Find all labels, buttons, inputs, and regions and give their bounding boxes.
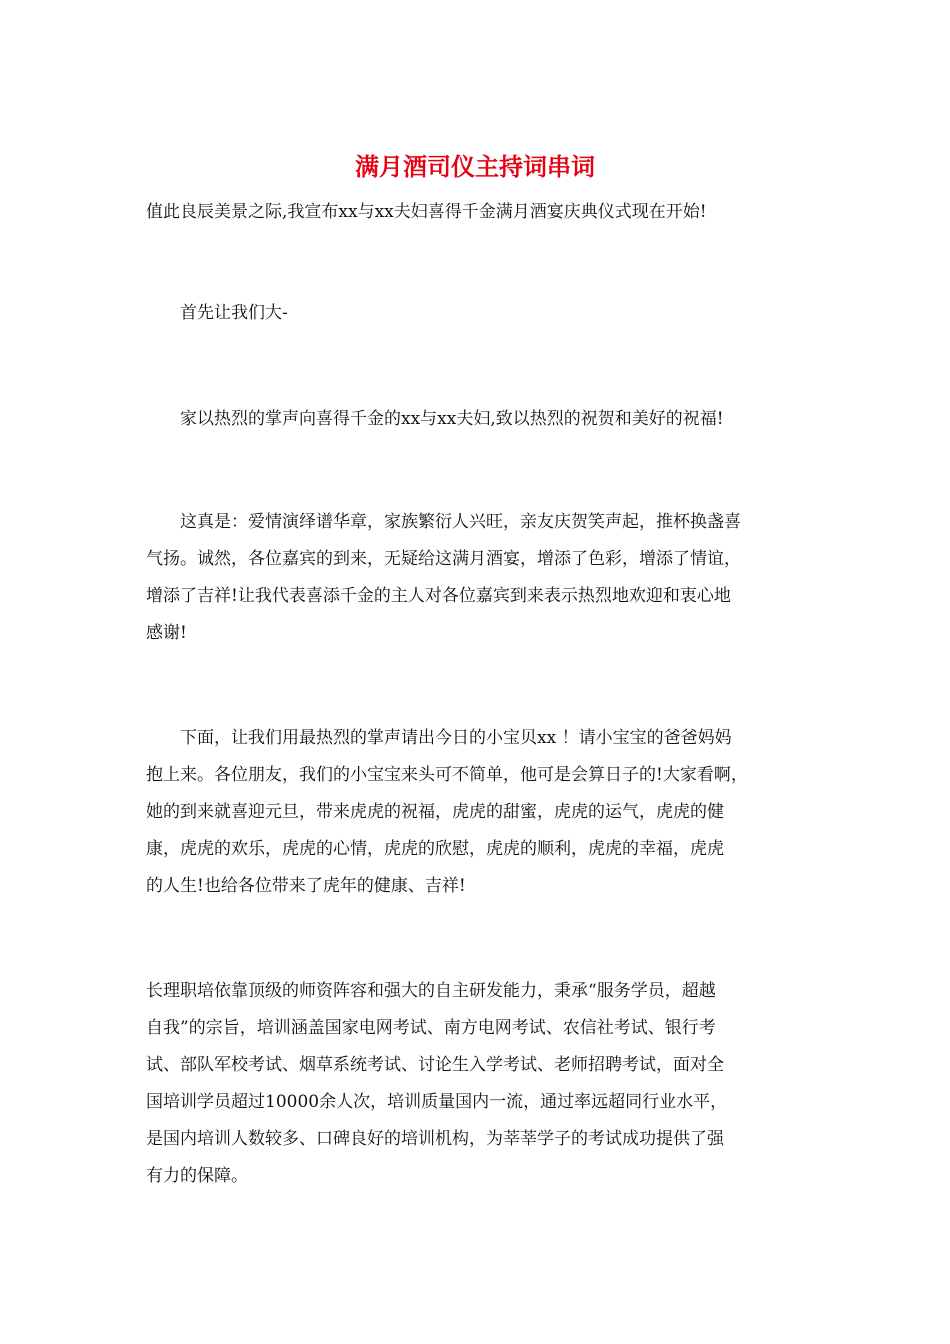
paragraph-line: 康，虎虎的欢乐，虎虎的心情，虎虎的欣慰，虎虎的顺利，虎虎的幸福，虎虎 <box>146 839 724 859</box>
paragraph-line: 感谢! <box>146 623 187 643</box>
paragraph-line: 的人生!也给各位带来了虎年的健康、吉祥! <box>146 876 466 896</box>
paragraph-line: 是国内培训人数较多、口碑良好的培训机构，为莘莘学子的考试成功提供了强 <box>146 1129 724 1149</box>
page-title: 满月酒司仪主持词串词 <box>355 152 595 181</box>
paragraph-line: 自我”的宗旨，培训涵盖国家电网考试、南方电网考试、农信社考试、银行考 <box>146 1018 716 1038</box>
paragraph-line: 值此良辰美景之际,我宣布xx与xx夫妇喜得千金满月酒宴庆典仪式现在开始! <box>146 202 707 222</box>
paragraph-line: 抱上来。各位朋友，我们的小宝宝来头可不简单，他可是会算日子的!大家看啊， <box>146 765 748 785</box>
paragraph-line: 家以热烈的掌声向喜得千金的xx与xx夫妇,致以热烈的祝贺和美好的祝福! <box>146 409 724 429</box>
paragraph-line: 增添了吉祥!让我代表喜添千金的主人对各位嘉宾到来表示热烈地欢迎和衷心地 <box>146 586 731 606</box>
paragraph-line: 首先让我们大- <box>146 303 288 323</box>
paragraph-line: 有力的保障。 <box>146 1166 248 1186</box>
paragraph-line: 气扬。诚然，各位嘉宾的到来，无疑给这满月酒宴，增添了色彩，增添了情谊， <box>146 549 741 569</box>
paragraph-line: 国培训学员超过10000余人次，培训质量国内一流，通过率远超同行业水平， <box>146 1092 728 1112</box>
paragraph-line: 她的到来就喜迎元旦，带来虎虎的祝福，虎虎的甜蜜，虎虎的运气，虎虎的健 <box>146 802 724 822</box>
paragraph-line: 这真是：爱情演绎谱华章，家族繁衍人兴旺，亲友庆贺笑声起，推杯换盏喜 <box>146 512 741 532</box>
paragraph-line: 长理职培依靠顶级的师资阵容和强大的自主研发能力，秉承“服务学员，超越 <box>146 981 716 1001</box>
paragraph-line: 下面，让我们用最热烈的掌声请出今日的小宝贝xx ！请小宝宝的爸爸妈妈 <box>146 728 732 748</box>
paragraph-line: 试、部队军校考试、烟草系统考试、讨论生入学考试、老师招聘考试，面对全 <box>146 1055 724 1075</box>
